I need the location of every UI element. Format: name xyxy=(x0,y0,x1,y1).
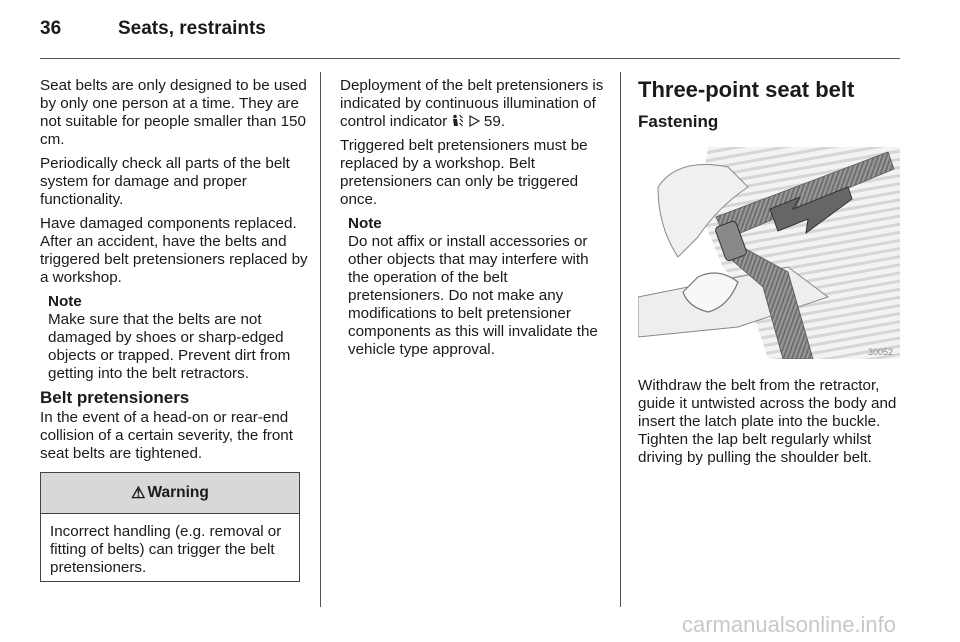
column-1 xyxy=(40,77,308,469)
page-header xyxy=(40,18,266,40)
section-heading: Belt pretensioners xyxy=(40,388,190,407)
page-number: 36 xyxy=(40,18,62,39)
warning-title: Warning xyxy=(147,484,209,501)
paragraph: Periodically check all parts of the belt system for damage and proper functionality. xyxy=(40,155,290,208)
note-label: Note xyxy=(348,215,382,232)
section-title: Three-point seat belt xyxy=(638,77,855,102)
header-divider xyxy=(40,58,900,59)
page-reference-arrow-icon xyxy=(469,113,484,130)
watermark: carmanualsonline.info xyxy=(682,612,897,637)
column-3-body xyxy=(638,377,902,473)
subsection-title: Fastening xyxy=(638,112,719,131)
warning-triangle-icon: ⚠ xyxy=(131,485,146,502)
figure-number: 30052 xyxy=(868,347,894,357)
column-divider xyxy=(620,72,621,607)
paragraph: Have damaged components replaced. After an accident, have the belts and triggered belt pretensioners replaced by a workshop. xyxy=(40,215,308,286)
page-reference: 59. xyxy=(483,113,506,130)
warning-header xyxy=(41,473,299,514)
column-3 xyxy=(638,77,902,131)
warning-box xyxy=(40,472,300,582)
note-label: Note xyxy=(48,293,82,310)
paragraph: Withdraw the belt from the retractor, guide it untwisted across the body and insert the latch plate into the buckle. Tighten the lap belt regularly whilst driving by pulling the shoulder belt. xyxy=(638,377,897,466)
page-title: Seats, restraints xyxy=(118,18,266,39)
paragraph: Seat belts are only designed to be used by only one person at a time. They are not suitable for people smaller than 150 cm. xyxy=(40,77,307,148)
paragraph: Triggered belt pretensioners must be replaced by a workshop. Belt pretensioners can only be triggered once. xyxy=(340,137,588,208)
note-block xyxy=(48,293,308,383)
note-block xyxy=(348,215,608,359)
column-divider xyxy=(320,72,321,607)
paragraph-text: Deployment of the belt pretensioners is indicated by continuous illumination of control indicator xyxy=(340,77,604,130)
seatbelt-pretensioner-indicator-icon xyxy=(451,113,468,130)
warning-text: Incorrect handling (e.g. removal or fitting of belts) can trigger the belt pretensioners. xyxy=(50,523,282,576)
note-text: Make sure that the belts are not damaged by shoes or sharp-edged objects or trapped. Prevent dirt from getting into the belt retractors. xyxy=(48,311,291,382)
paragraph: In the event of a head-on or rear-end collision of a certain severity, the front seat belts are tightened. xyxy=(40,409,293,462)
paragraph xyxy=(340,77,608,131)
column-2 xyxy=(340,77,608,365)
note-text: Do not affix or install accessories or other objects that may interfere with the operation of the belt pretensioners. Do not make any modifications to belt pretensioner components as this will invalidate the vehicle type approval. xyxy=(348,233,598,358)
seat-belt-fastening-illustration xyxy=(638,147,900,359)
